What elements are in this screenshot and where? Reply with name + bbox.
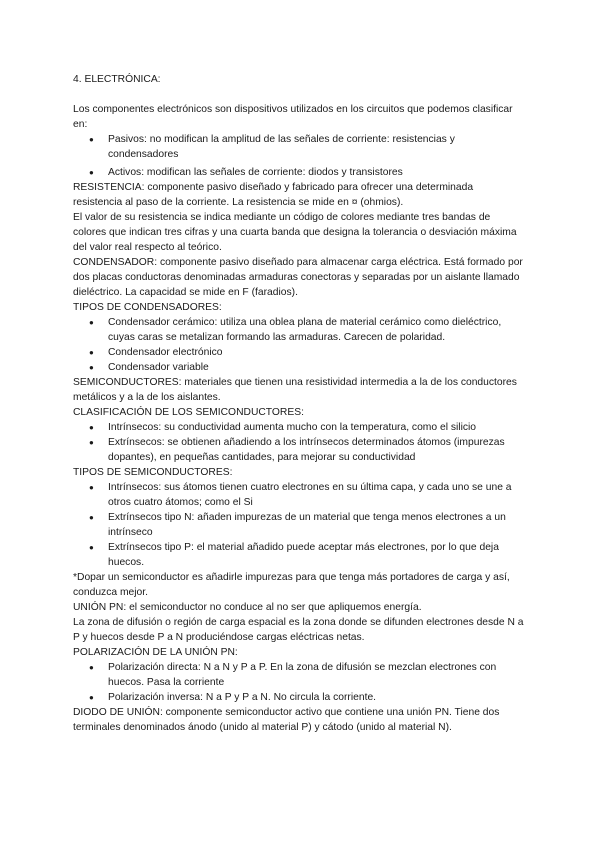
- tipos-condensadores-list: [73, 315, 525, 375]
- condensador-paragraph: CONDENSADOR: componente pasivo diseñado para almacenar carga eléctrica. Está formado por dos placas conductoras denominadas armaduras conectoras y separadas por un aislante llamado dieléctrico. La capacidad se mide en F (faradios).: [73, 257, 523, 298]
- list-item: ● Intrínsecos: su conductividad aumenta mucho con la temperatura, como el silicio: [73, 420, 525, 435]
- zona-difusion-paragraph: La zona de difusión o región de carga espacial es la zona donde se difunden electrones desde N a P y huecos desde P a N produciéndose cargas eléctricas netas.: [73, 617, 524, 643]
- tipos-condensadores-heading: TIPOS DE CONDENSADORES:: [73, 302, 222, 313]
- list-item: ● Condensador variable: [73, 360, 525, 375]
- list-item: ● Polarización directa: N a N y P a P. En la zona de difusión se mezclan electrones con huecos. Pasa la corriente: [73, 660, 525, 690]
- tipos-semiconductores-heading: TIPOS DE SEMICONDUCTORES:: [73, 467, 233, 478]
- resistencia-valor-paragraph: El valor de su resistencia se indica mediante un código de colores mediante tres bandas de colores que indican tres cifras y una cuarta banda que designa la tolerancia o desviación máxima del valor real respecto al teórico.: [73, 212, 517, 253]
- list-item: ● Extrínsecos tipo P: el material añadido puede aceptar más electrones, por lo que deja huecos.: [73, 540, 525, 570]
- resistencia-paragraph: RESISTENCIA: componente pasivo diseñado y fabricado para ofrecer una determinada resistencia al paso de la corriente. La resistencia se mide en ¤ (ohmios).: [73, 182, 474, 208]
- list-item: ● Polarización inversa: N a P y P a N. No circula la corriente.: [73, 690, 525, 705]
- tipos-semiconductores-list: [73, 480, 525, 570]
- union-pn-paragraph: UNIÓN PN: el semiconductor no conduce al no ser que apliquemos energía.: [73, 602, 422, 613]
- list-item: ● Condensador cerámico: utiliza una oblea plana de material cerámico como dieléctrico, cuyas caras se metalizan formando las armaduras. Carecen de polaridad.: [73, 315, 525, 345]
- polarizacion-list: [73, 660, 525, 705]
- list-item: ● Intrínsecos: sus átomos tienen cuatro electrones en su última capa, y cada uno se une a otros cuatro átomos; como el Si: [73, 480, 525, 510]
- dopar-note: *Dopar un semiconductor es añadirle impurezas para que tenga más portadores de carga y así, conduzca mejor.: [73, 572, 510, 598]
- diodo-paragraph: DIODO DE UNIÓN: componente semiconductor activo que contiene una unión PN. Tiene dos terminales denominados ánodo (unido al material P) y cátodo (unido al material N).: [73, 707, 500, 733]
- page-title: 4. ELECTRÓNICA:: [73, 74, 161, 85]
- component-types-list: [73, 132, 525, 180]
- list-item: ● Pasivos: no modifican la amplitud de las señales de corriente: resistencias y condensadores: [73, 132, 525, 162]
- list-item: ● Condensador electrónico: [73, 345, 525, 360]
- document-page: [73, 72, 525, 735]
- list-item: ● Extrínsecos tipo N: añaden impurezas de un material que tenga menos electrones a un intrínseco: [73, 510, 525, 540]
- list-item: ● Activos: modifican las señales de corriente: diodos y transistores: [73, 165, 525, 180]
- clasificacion-heading: CLASIFICACIÓN DE LOS SEMICONDUCTORES:: [73, 407, 304, 418]
- polarizacion-heading: POLARIZACIÓN DE LA UNIÓN PN:: [73, 647, 238, 658]
- clasificacion-list: [73, 420, 525, 465]
- semiconductores-paragraph: SEMICONDUCTORES: materiales que tienen una resistividad intermedia a la de los conductores metálicos y a la de los aislantes.: [73, 377, 517, 403]
- intro-paragraph: Los componentes electrónicos son dispositivos utilizados en los circuitos que podemos clasificar en:: [73, 104, 513, 130]
- list-item: ● Extrínsecos: se obtienen añadiendo a los intrínsecos determinados átomos (impurezas dopantes), en pequeñas cantidades, para mejorar su conductividad: [73, 435, 525, 465]
